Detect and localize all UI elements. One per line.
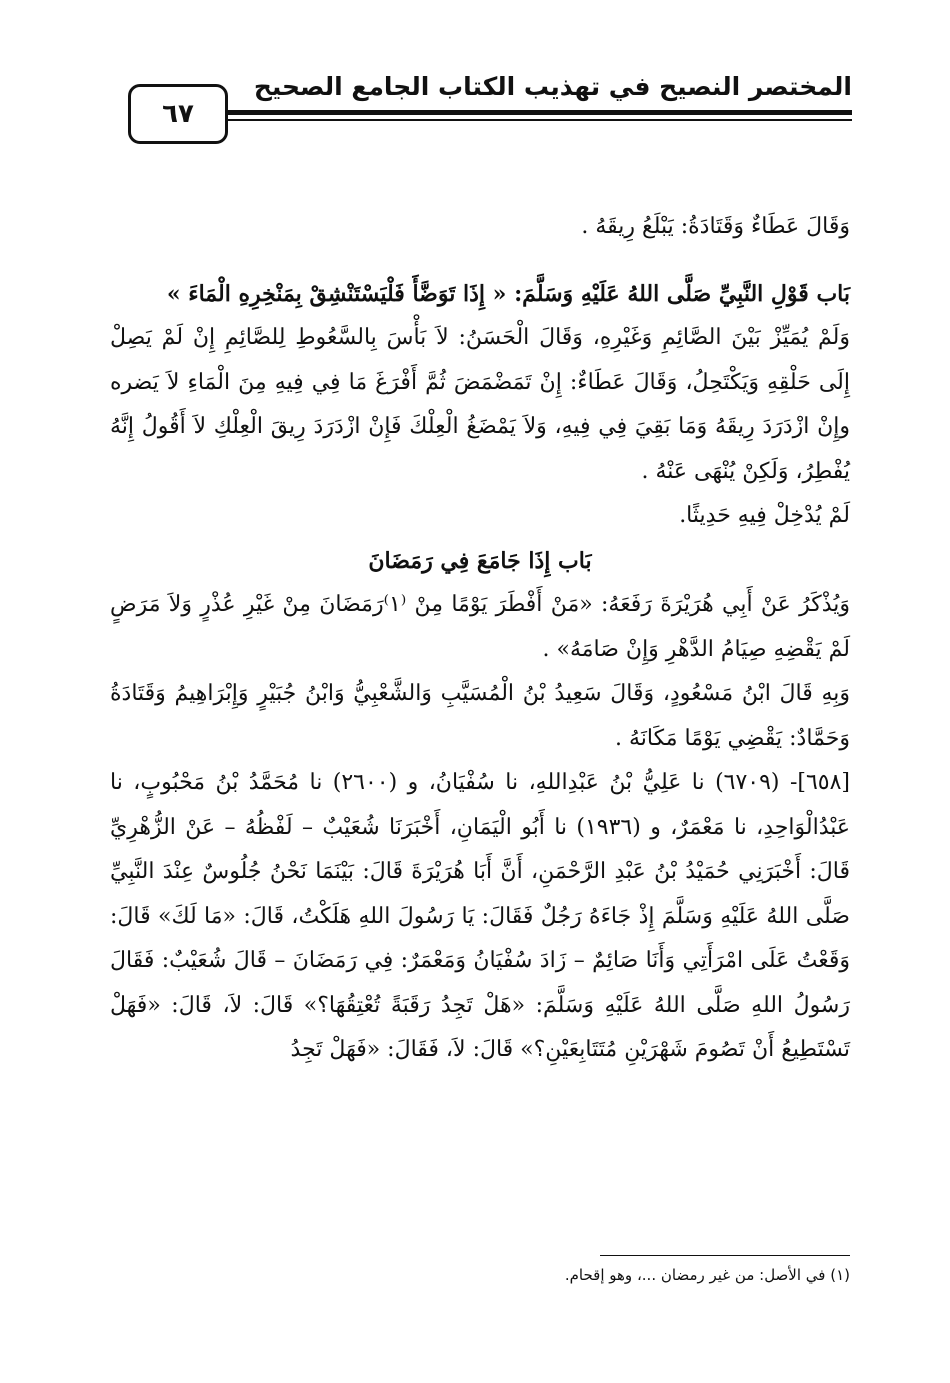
page-header — [128, 66, 852, 148]
header-rule-thick — [228, 110, 852, 115]
main-text — [110, 205, 850, 1073]
paragraph: وَبِهِ قَالَ ابْنُ مَسْعُودٍ، وَقَالَ سَعِيدُ بْنُ الْمُسَيَّبِ وَالشَّعْبِيُّ وَابْنُ جُبَيْرٍ وَإِبْرَاهِيمُ وَقَتَادَةُ وَحَمَّادٌ: يَقْضِي يَوْمًا مَكَانَهُ . — [110, 681, 850, 751]
chapter-heading: بَاب قَوْلِ النَّبِيِّ صَلَّى اللهُ عَلَيْهِ وَسَلَّمَ: « إِذَا تَوَضَّأَ فَلْيَسْتَنْشِقْ بِمَنْخِرِهِ الْمَاءَ » — [166, 280, 850, 307]
chapter-heading: بَاب إِذَا جَامَعَ فِي رَمَضَانَ — [368, 547, 592, 574]
header-rule-thin — [228, 119, 852, 121]
footnote: (١) في الأصل: من غير رمضان ...، وهو إقحام. — [564, 1266, 850, 1284]
page-number: ٦٧ — [128, 84, 228, 144]
spacer — [110, 250, 850, 272]
paragraph: وَقَالَ عَطَاءٌ وَقَتَادَةُ: يَبْلَعُ رِيقَهُ . — [581, 214, 850, 239]
hadith-paragraph: [٦٥٨]- (٦٧٠٩) نا عَلِيُّ بْنُ عَبْدِاللهِ، نا سُفْيَانُ، و (٢٦٠٠) نا مُحَمَّدُ بْنُ مَحْبُوبٍ، نا عَبْدُالْوَاحِدِ، نا مَعْمَرٌ، و (١٩٣٦) نا أَبُو الْيَمَانِ، أَخْبَرَنَا شُعَيْبٌ – لَفْظُهُ – عَنْ الزُّهْرِيِّ قَالَ: أَخْبَرَنِي حُمَيْدُ بْنُ عَبْدِ الرَّحْمَنِ، أَنَّ أَبَا هُرَيْرَةَ قَالَ: بَيْنَمَا نَحْنُ جُلُوسٌ عِنْدَ النَّبِيِّ صَلَّى اللهُ عَلَيْهِ وَسَلَّمَ إِذْ جَاءَهُ رَجُلٌ فَقَالَ: يَا رَسُولَ اللهِ هَلَكْتُ، قَالَ: «مَا لَكَ» قَالَ: وَقَعْتُ عَلَى امْرَأَتِي وَأَنَا صَائِمٌ – زَادَ سُفْيَانُ وَمَعْمَرٌ: فِي رَمَضَانَ – قَالَ شُعَيْبٌ: فَقَالَ رَسُولُ اللهِ صَلَّى اللهُ عَلَيْهِ وَسَلَّمَ: «هَلْ تَجِدُ رَقَبَةً تُعْتِقُهَا؟» قَالَ: لاَ، قَالَ: «فَهَلْ تَسْتَطِيعُ أَنْ تَصُومَ شَهْرَيْنِ مُتَتَابِعَيْنِ؟» قَالَ: لاَ، فَقَالَ: «فَهَلْ تَجِدُ — [110, 770, 851, 1062]
paragraph: وَيُذْكَرُ عَنْ أَبِي هُرَيْرَةَ رَفَعَهُ: «مَنْ أَفْطَرَ يَوْمًا مِنْ ⁽١⁾رَمَضَانَ مِنْ غَيْرِ عُذْرٍ وَلاَ مَرَضٍ لَمْ يَقْضِهِ صِيَامُ الدَّهْرِ وَإِنْ صَامَهُ» . — [110, 592, 850, 662]
paragraph: وَلَمْ يُمَيِّزْ بَيْنَ الصَّائِمِ وَغَيْرِهِ، وَقَالَ الْحَسَنُ: لاَ بَأْسَ بِالسَّعُوطِ لِلصَّائِمِ إِنْ لَمْ يَصِلْ إِلَى حَلْقِهِ وَيَكْتَحِلُ، وَقَالَ عَطَاءٌ: إِنْ تَمَضْمَضَ ثُمَّ أَفْرَغَ مَا فِي فِيهِ مِنَ الْمَاءِ لاَ يَضره وإِنْ ازْدَرَدَ رِيقَهُ وَمَا بَقِيَ فِي فِيهِ، وَلاَ يَمْضَغُ الْعِلْكَ فَإِنْ ازْدَرَدَ رِيقَ الْعِلْكِ لاَ أَقُولُ إِنَّهُ يُفْطِرُ، وَلَكِنْ يُنْهَى عَنْهُ . — [110, 325, 850, 484]
paragraph: لَمْ يُدْخِلْ فِيهِ حَدِيثًا. — [679, 503, 850, 528]
running-title: المختصر النصيح في تهذيب الكتاب الجامع الصحيح — [253, 72, 852, 101]
footnote-divider — [600, 1255, 850, 1256]
